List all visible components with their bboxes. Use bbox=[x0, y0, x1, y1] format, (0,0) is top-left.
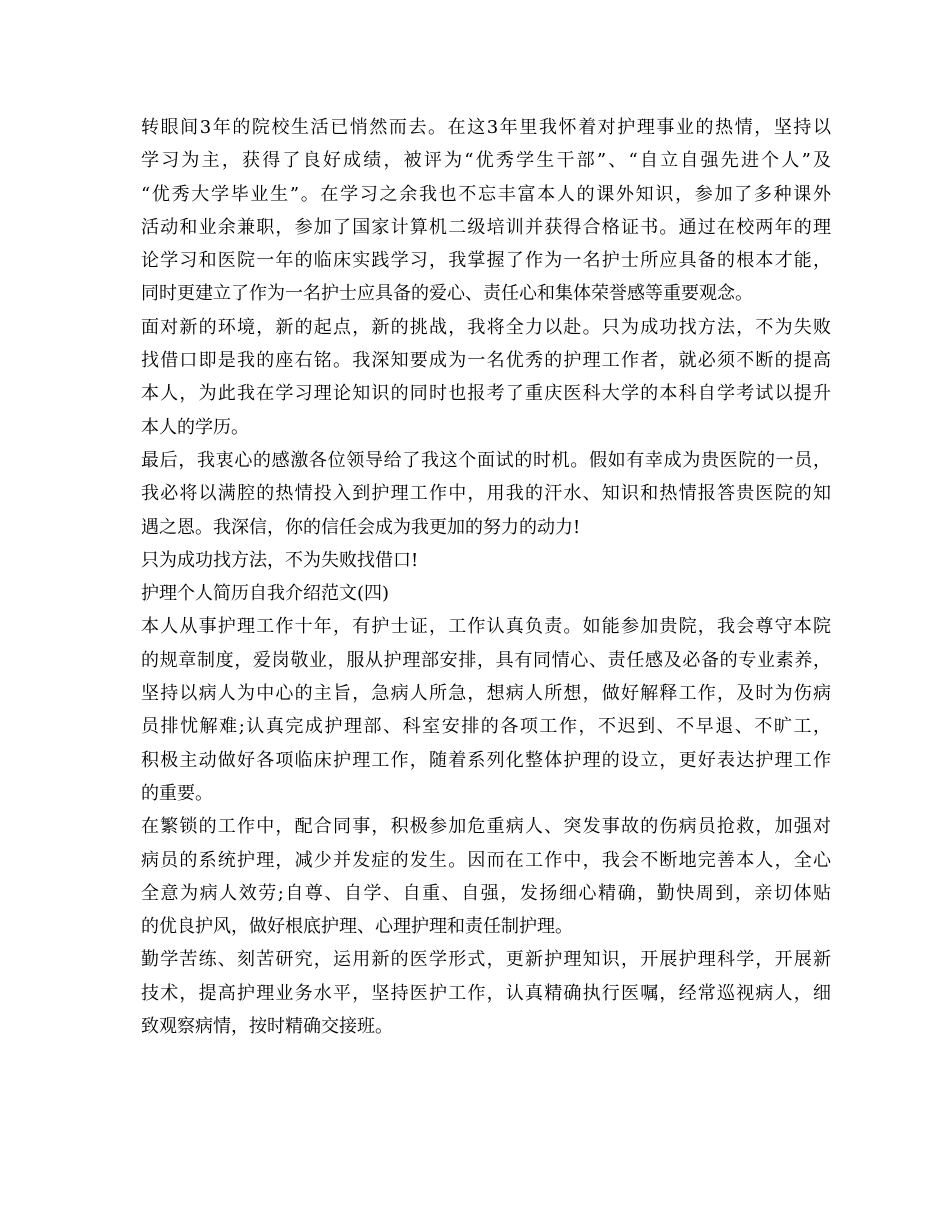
paragraph bbox=[141, 810, 831, 943]
text-line: 勤学苦练、刻苦研究，运用新的医学形式，更新护理知识，开展护理科学，开展新 bbox=[141, 949, 831, 971]
text-line: 同时更建立了作为一名护士应具备的爱心、责任心和集体荣誉感等重要观念。 bbox=[141, 283, 753, 305]
text-line: 全意为病人效劳;自尊、自学、自重、自强，发扬细心精确，勤快周到，亲切体贴 bbox=[141, 882, 831, 904]
paragraph bbox=[141, 544, 831, 577]
paragraph bbox=[141, 577, 831, 610]
paragraph bbox=[141, 444, 831, 544]
text-line: 坚持以病人为中心的主旨，急病人所急，想病人所想，做好解释工作，及时为伤病 bbox=[141, 683, 831, 705]
paragraph bbox=[141, 943, 831, 1043]
text-line: 病员的系统护理，减少并发症的发生。因而在工作中，我会不断地完善本人，全心 bbox=[141, 849, 831, 871]
text-line: 转眼间3年的院校生活已悄然而去。在这3年里我怀着对护理事业的热情，坚持以 bbox=[141, 117, 831, 138]
text-line: 员排忧解难;认真完成护理部、科室安排的各项工作，不迟到、不早退、不旷工， bbox=[141, 716, 831, 738]
text-line: 积极主动做好各项临床护理工作，随着系列化整体护理的设立，更好表达护理工作 bbox=[141, 749, 831, 771]
text-line: 本人，为此我在学习理论知识的同时也报考了重庆医科大学的本科自学考试以提升 bbox=[141, 383, 831, 405]
paragraph bbox=[141, 111, 831, 311]
text-line: 护理个人简历自我介绍范文(四) bbox=[141, 583, 390, 605]
text-line: 我必将以满腔的热情投入到护理工作中，用我的汗水、知识和热情报答贵医院的知 bbox=[141, 483, 831, 505]
text-line: 在繁锁的工作中，配合同事，积极参加危重病人、突发事故的伤病员抢救，加强对 bbox=[141, 816, 831, 838]
text-line: 本人从事护理工作十年，有护士证，工作认真负责。如能参加贵院，我会尊守本院 bbox=[141, 616, 831, 638]
paragraph bbox=[141, 610, 831, 810]
paragraph bbox=[141, 311, 831, 444]
text-line: 学习为主，获得了良好成绩，被评为“优秀学生干部”、“自立自强先进个人”及 bbox=[141, 150, 831, 172]
text-line: 最后，我衷心的感激各位领导给了我这个面试的时机。假如有幸成为贵医院的一员， bbox=[141, 449, 831, 471]
document-body bbox=[141, 111, 831, 1043]
text-line: 致观察病情，按时精确交接班。 bbox=[141, 1016, 393, 1038]
text-line: 的规章制度，爱岗敬业，服从护理部安排，具有同情心、责任感及必备的专业素养， bbox=[141, 649, 831, 671]
text-line: 只为成功找方法，不为失败找借口! bbox=[141, 549, 419, 571]
text-line: 活动和业余兼职，参加了国家计算机二级培训并获得合格证书。通过在校两年的理 bbox=[141, 216, 831, 238]
text-line: 论学习和医院一年的临床实践学习，我掌握了作为一名护士所应具备的根本才能， bbox=[141, 250, 831, 272]
text-line: 找借口即是我的座右铭。我深知要成为一名优秀的护理工作者，就必须不断的提高 bbox=[141, 350, 831, 372]
text-line: 面对新的环境，新的起点，新的挑战，我将全力以赴。只为成功找方法，不为失败 bbox=[141, 316, 831, 338]
text-line: 本人的学历。 bbox=[141, 416, 249, 438]
text-line: 的优良护风，做好根底护理、心理护理和责任制护理。 bbox=[141, 916, 573, 938]
text-line: “优秀大学毕业生”。在学习之余我也不忘丰富本人的课外知识，参加了多种课外 bbox=[141, 183, 831, 205]
text-line: 技术，提高护理业务水平，坚持医护工作，认真精确执行医嘱，经常巡视病人，细 bbox=[141, 982, 831, 1004]
text-line: 遇之恩。我深信，你的信任会成为我更加的努力的动力! bbox=[141, 516, 581, 538]
text-line: 的重要。 bbox=[141, 782, 213, 804]
